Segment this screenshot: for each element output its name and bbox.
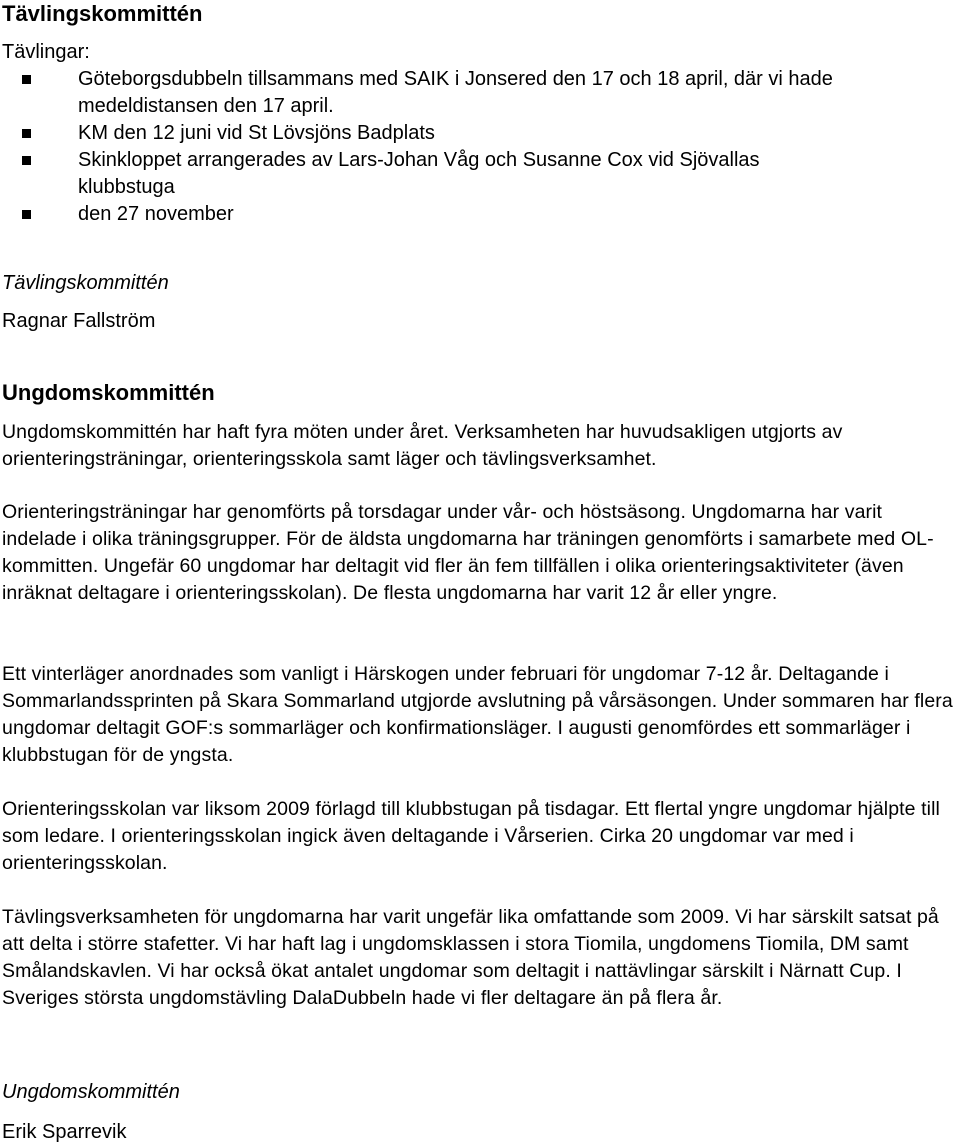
tavlingar-list	[2, 66, 958, 228]
list-item: Göteborgsdubbeln tillsammans med SAIK i Jonsered den 17 och 18 april, där vi hade medeldistansen den 17 april.	[2, 66, 958, 120]
heading-ungdomskommitten: Ungdomskommittén	[2, 380, 215, 405]
square-bullet-icon	[22, 210, 31, 219]
paragraph: Orienteringsträningar har genomförts på torsdagar under vår- och höstsäsong. Ungdomarna har varit indelade i olika träningsgrupper. För de äldsta ungdomarna har träningen genomförts i samarbete med OL-kommitten. Ungefär 60 ungdomar har deltagit vid fler än fem tillfällen i olika orienteringsaktiviteter (även inräknat deltagare i orienteringsskolan). De flesta ungdomarna har varit 12 år eller yngre.	[2, 501, 934, 604]
signature-name-ungdom: Erik Sparrevik	[2, 1121, 127, 1143]
tavlingar-intro: Tävlingar:	[2, 41, 90, 63]
signature-role-ungdom: Ungdomskommittén	[2, 1081, 180, 1103]
signature-role-tavling: Tävlingskommittén	[2, 272, 169, 294]
signature-name-tavling: Ragnar Fallström	[2, 310, 156, 332]
heading-tavlingskommitten: Tävlingskommittén	[2, 1, 203, 26]
square-bullet-icon	[22, 156, 31, 165]
list-item: den 27 november	[2, 201, 958, 228]
paragraph: Orienteringsskolan var liksom 2009 förlagd till klubbstugan på tisdagar. Ett flertal yngre ungdomar hjälpte till som ledare. I orienteringsskolan ingick även deltagande i Vårserien. Cirka 20 ungdomar var med i orienteringsskolan.	[2, 798, 940, 874]
square-bullet-icon	[22, 75, 31, 84]
paragraph: Ungdomskommittén har haft fyra möten under året. Verksamheten har huvudsakligen utgjorts av orienteringsträningar, orienteringsskola samt läger och tävlingsverksamhet.	[2, 421, 843, 470]
paragraph: Ett vinterläger anordnades som vanligt i Härskogen under februari för ungdomar 7-12 år. Deltagande i Sommarlandssprinten på Skara Sommarland utgjorde avslutning på vårsäsongen. Under sommaren har flera ungdomar deltagit GOF:s sommarläger och konfirmationsläger. I augusti genomfördes ett sommarläger i klubbstugan för de yngsta.	[2, 663, 953, 766]
list-item: KM den 12 juni vid St Lövsjöns Badplats	[2, 120, 958, 147]
square-bullet-icon	[22, 129, 31, 138]
paragraph: Tävlingsverksamheten för ungdomarna har varit ungefär lika omfattande som 2009. Vi har särskilt satsat på att delta i större stafetter. Vi har haft lag i ungdomsklassen i stora Tiomila, ungdomens Tiomila, DM samt Smålandskavlen. Vi har också ökat antalet ungdomar som deltagit i nattävlingar särskilt i Närnatt Cup. I Sveriges största ungdomstävling DalaDubbeln hade vi fler deltagare än på flera år.	[2, 906, 939, 1009]
list-item: Skinkloppet arrangerades av Lars-Johan Våg och Susanne Cox vid Sjövallas klubbstuga	[2, 147, 958, 201]
